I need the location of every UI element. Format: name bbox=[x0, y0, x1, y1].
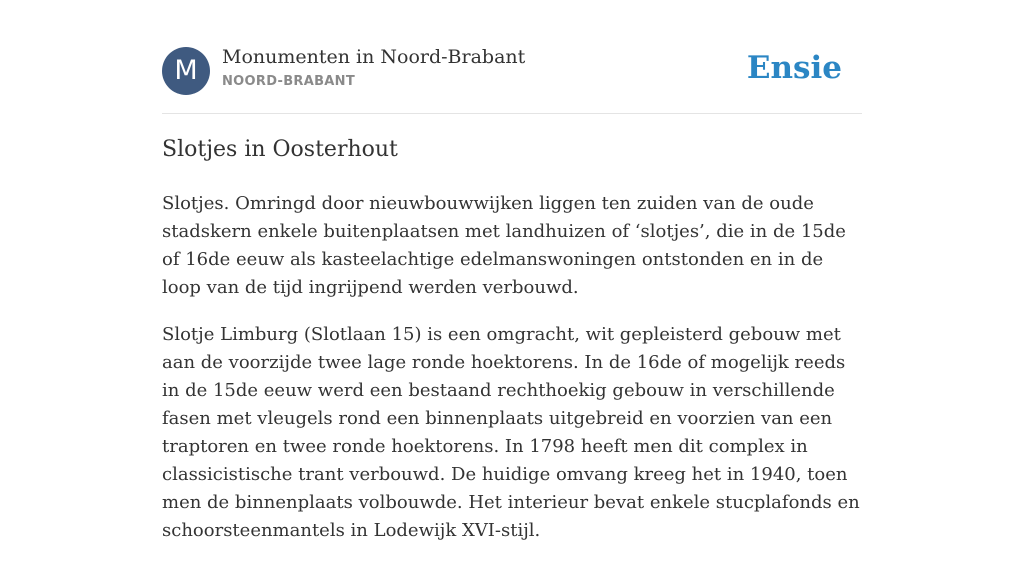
source-subtitle[interactable]: NOORD-BRABANT bbox=[222, 74, 356, 89]
article-title: Slotjes in Oosterhout bbox=[162, 137, 398, 162]
avatar[interactable]: M bbox=[162, 47, 210, 95]
article-paragraph: Slotje Limburg (Slotlaan 15) is een omgracht, wit gepleisterd gebouw met aan de voorzijde twee lage ronde hoektorens. In de 16de of mogelijk reeds in de 15de eeuw werd een bestaand rechthoekig gebouw in verschillende fasen met vleugels rond een binnenplaats uitgebreid en voorzien van een traptoren en twee ronde hoektorens. In 1798 heeft men dit complex in classicistische trant verbouwd. De huidige omvang kreeg het in 1940, toen men de binnenplaats volbouwde. Het interieur bevat enkele stucplafonds en schoorsteenmantels in Lodewijk XVI-stijl. bbox=[162, 324, 860, 541]
article-paragraph: Slotjes. Omringd door nieuwbouwwijken liggen ten zuiden van de oude stadskern enkele buitenplaatsen met landhuizen of ‘slotjes’, die in de 15de of 16de eeuw als kasteelachtige edelmanswoningen ontstonden en in de loop van de tijd ingrijpend werden verbouwd. bbox=[162, 193, 846, 298]
header-divider bbox=[162, 113, 862, 114]
header bbox=[162, 46, 862, 96]
source-title[interactable]: Monumenten in Noord-Brabant bbox=[222, 46, 526, 68]
ensie-logo[interactable]: Ensie bbox=[746, 50, 842, 86]
article-body bbox=[162, 190, 862, 564]
